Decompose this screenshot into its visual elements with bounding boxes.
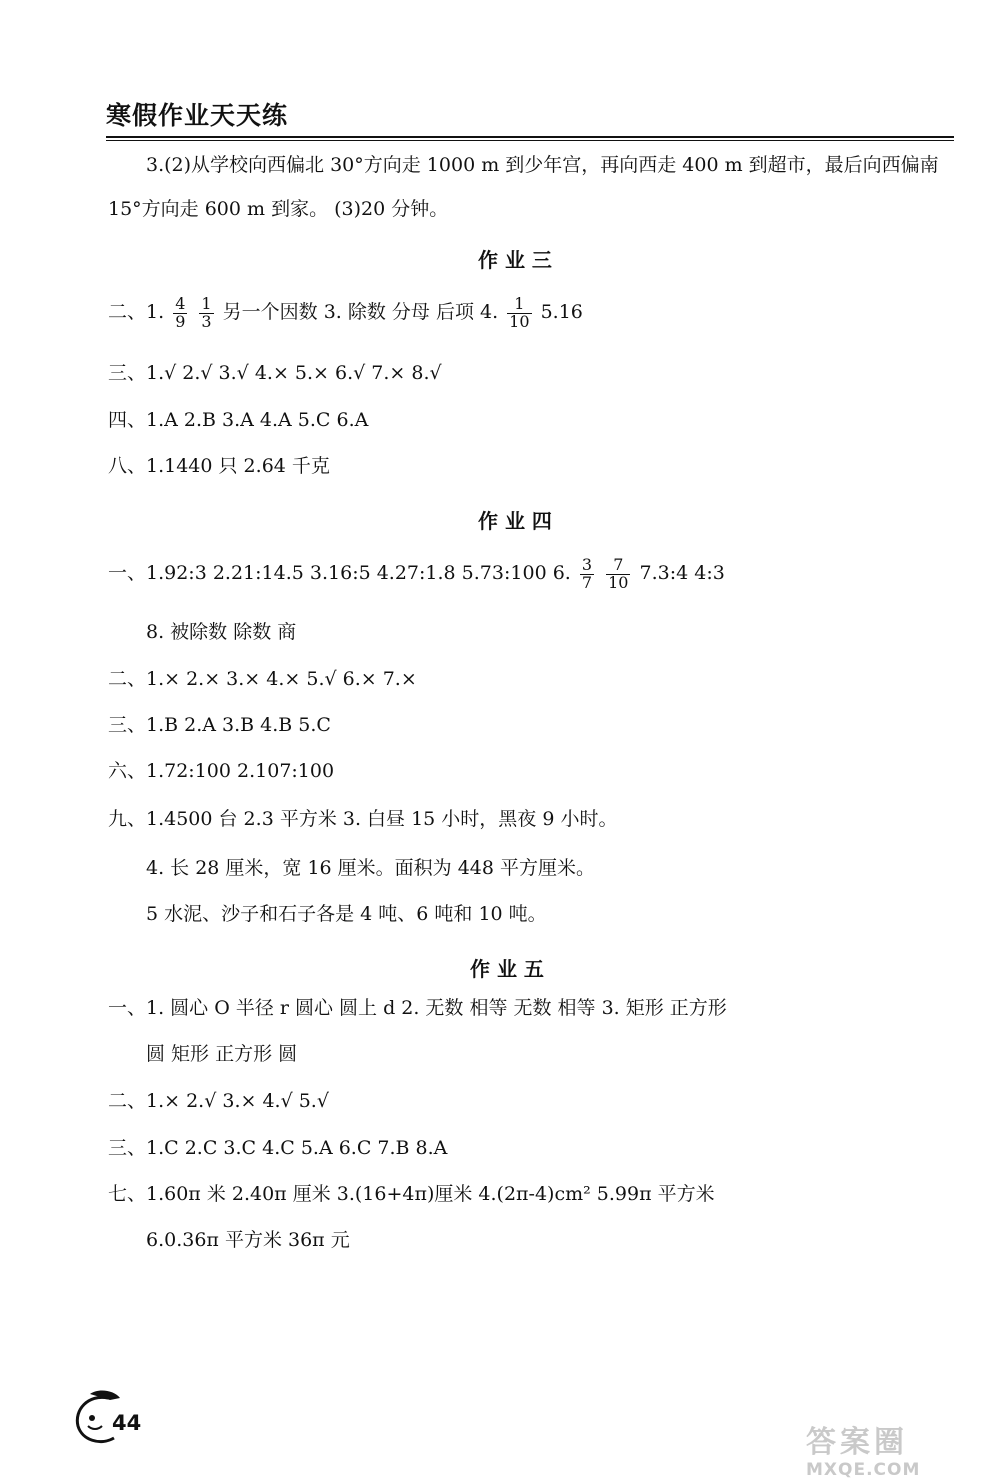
- answer-line: 圆 矩形 正方形 圆: [146, 1043, 298, 1065]
- answer-line: 15°方向走 600 m 到家。 (3)20 分钟。: [108, 198, 449, 220]
- fraction-numerator: 1: [507, 296, 531, 314]
- fraction: [606, 554, 630, 592]
- line-middle: 另一个因数 3. 除数 分母 后项 4.: [222, 301, 499, 323]
- answer-line: 8. 被除数 除数 商: [146, 621, 297, 643]
- answer-line: 六、1.72:100 2.107:100: [108, 760, 335, 782]
- fraction-denominator: 3: [201, 311, 212, 331]
- answer-line: 二、1.× 2.√ 3.× 4.√ 5.√: [108, 1090, 329, 1112]
- fraction: [507, 293, 531, 331]
- fraction-numerator: 4: [175, 293, 186, 313]
- answer-line: 三、1.B 2.A 3.B 4.B 5.C: [108, 714, 331, 736]
- answer-line: 二、1.× 2.× 3.× 4.× 5.√ 6.× 7.×: [108, 668, 417, 690]
- fraction-denominator: 9: [175, 311, 186, 331]
- page-number: 44: [112, 1411, 142, 1435]
- fraction-numerator: 7: [606, 557, 630, 575]
- answer-line-with-fractions: [108, 553, 725, 593]
- fraction: [173, 293, 187, 331]
- fraction-denominator: 10: [509, 311, 530, 331]
- answer-line: 三、1.C 2.C 3.C 4.C 5.A 6.C 7.B 8.A: [108, 1137, 448, 1159]
- fraction-denominator: 7: [581, 572, 593, 592]
- line-suffix: 7.3:4 4:3: [639, 562, 725, 584]
- fraction-numerator: 1: [201, 293, 212, 313]
- line-prefix: 二、1.: [108, 301, 165, 323]
- answer-line: 四、1.A 2.B 3.A 4.A 5.C 6.A: [108, 409, 369, 431]
- answer-line: 5 水泥、沙子和石子各是 4 吨、6 吨和 10 吨。: [146, 903, 547, 925]
- section-heading-4: 作 业 四: [478, 509, 552, 533]
- answer-line: 七、1.60π 米 2.40π 厘米 3.(16+4π)厘米 4.(2π-4)cm² 5.99π 平方米: [108, 1183, 715, 1205]
- answer-line: 三、1.√ 2.√ 3.√ 4.× 5.× 6.√ 7.× 8.√: [108, 362, 442, 384]
- answer-line-with-fractions: [108, 292, 583, 332]
- watermark-text-en: MXQE.COM: [806, 1460, 921, 1480]
- page-header-title: 寒假作业天天练: [106, 101, 289, 130]
- header-divider: [106, 136, 954, 141]
- section-heading-3: 作 业 三: [478, 248, 552, 272]
- section-heading-5: 作 业 五: [470, 957, 544, 981]
- fraction: [199, 293, 213, 331]
- watermark-text-cn: 答案圈: [806, 1425, 908, 1460]
- site-watermark: [806, 1425, 996, 1480]
- answer-line: 九、1.4500 台 2.3 平方米 3. 白昼 15 小时，黑夜 9 小时。: [108, 808, 618, 830]
- fraction-denominator: 10: [608, 572, 629, 592]
- fraction: [580, 554, 594, 592]
- answer-line: 一、1. 圆心 O 半径 r 圆心 圆上 d 2. 无数 相等 无数 相等 3. 矩形 正方形: [108, 997, 727, 1019]
- line-suffix: 5.16: [540, 301, 583, 323]
- answer-line: 3.(2)从学校向西偏北 30°方向走 1000 m 到少年宫，再向西走 400 m 到超市，最后向西偏南: [146, 154, 939, 176]
- answer-line: 4. 长 28 厘米，宽 16 厘米。面积为 448 平方厘米。: [146, 857, 596, 879]
- line-prefix: 一、1.92:3 2.21:14.5 3.16:5 4.27:1.8 5.73:100 6.: [108, 562, 571, 584]
- answer-line: 八、1.1440 只 2.64 千克: [108, 455, 330, 477]
- fraction-numerator: 3: [581, 554, 593, 574]
- answer-line: 6.0.36π 平方米 36π 元: [146, 1229, 350, 1251]
